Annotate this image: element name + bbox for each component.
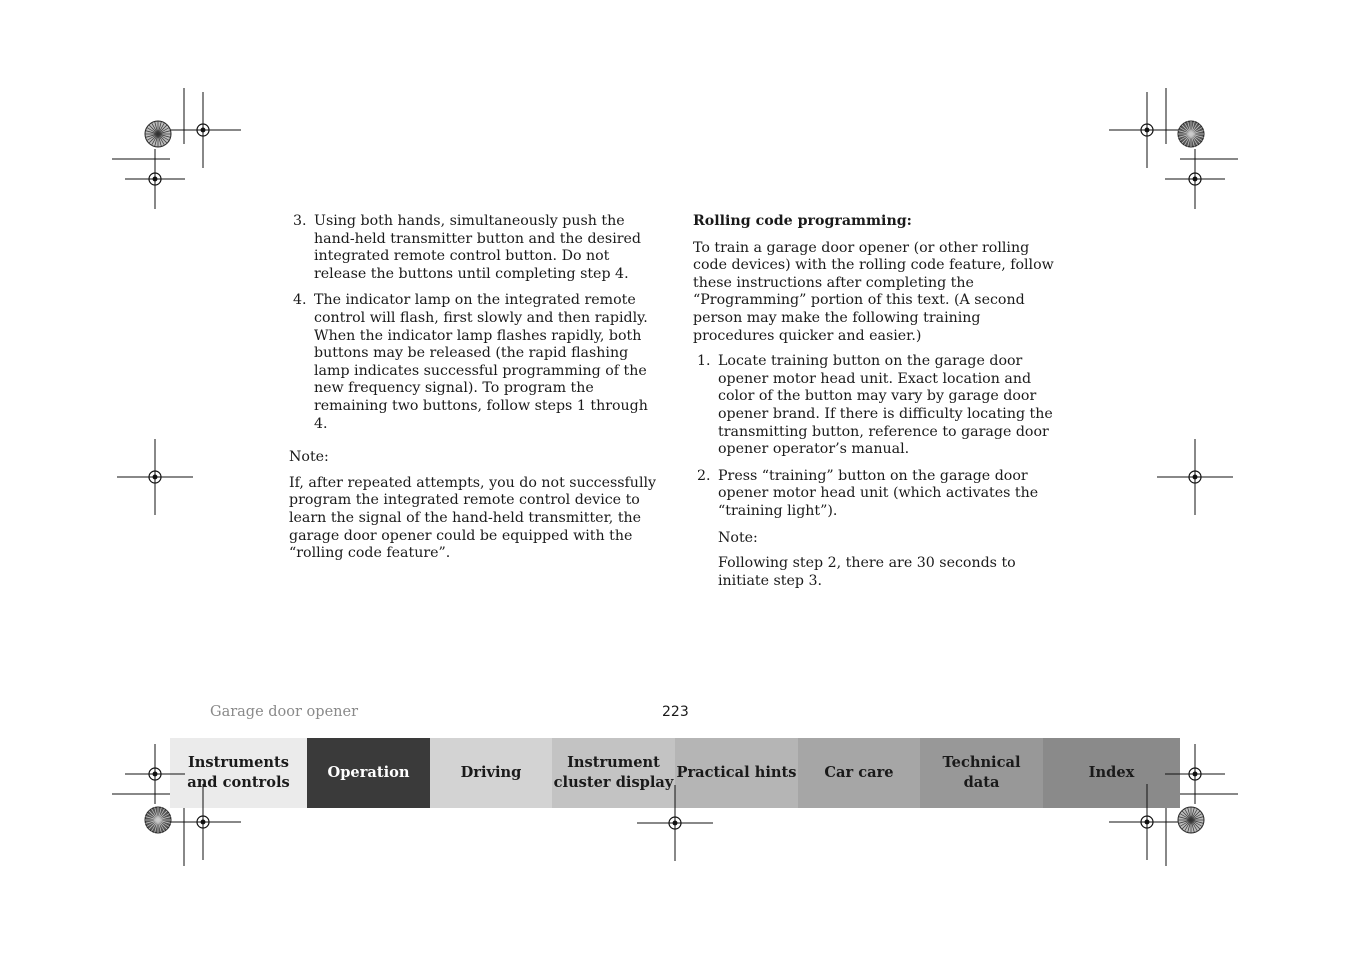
step-text: Press “training” button on the garage door opener motor head unit (which activates the “training light”). xyxy=(718,467,1039,519)
registration-target-center xyxy=(153,177,158,182)
tab-label: Instrument cluster display xyxy=(553,754,674,791)
note-label: Note: xyxy=(289,449,329,466)
step-number: 4. xyxy=(293,292,307,309)
intro-paragraph: To train a garage door opener (or other rolling code devices) with the rolling code feature, follow these instructions after completing the “Programming” portion of this text. (A second person may make the following training procedures quicker and easier.) xyxy=(693,239,1054,344)
step-number: 3. xyxy=(293,213,307,229)
page-number: 223 xyxy=(662,704,689,720)
tab-label: Index xyxy=(1088,764,1135,781)
registration-target-center xyxy=(201,820,206,825)
tab-label: Driving xyxy=(460,764,522,781)
section-heading: Rolling code programming: xyxy=(693,213,912,229)
note-label: Note: xyxy=(718,529,758,546)
registration-target-center xyxy=(1193,772,1198,777)
registration-target-center xyxy=(153,475,158,480)
registration-target-center xyxy=(1145,820,1150,825)
tab-label: Operation xyxy=(327,764,410,781)
tab-label: Technical data xyxy=(942,754,1021,791)
section-label: Garage door opener xyxy=(210,704,359,720)
step-text: Locate training button on the garage door opener motor head unit. Exact location and color of the button may vary by garage door opener brand. If there is difficulty locating the transmitting button, reference to garage door opener operator’s manual. xyxy=(718,353,1053,458)
note-text: If, after repeated attempts, you do not successfully program the integrated remote control device to learn the signal of the hand-held transmitter, the garage door opener could be equipped with the “rolling code feature”. xyxy=(289,474,657,562)
registration-target-center xyxy=(1193,475,1198,480)
tab-label: Instruments and controls xyxy=(187,754,290,791)
step-number: 1. xyxy=(697,353,711,370)
step-text: The indicator lamp on the integrated remote control will flash, first slowly and then rapidly. When the indicator lamp flashes rapidly, both buttons may be released (the rapid flashing lamp indicates successful programming of the new frequency signal). To program the remaining two buttons, follow steps 1 through 4. xyxy=(314,292,648,432)
tab-label: Practical hints xyxy=(676,764,797,781)
registration-target-center xyxy=(673,821,678,826)
note-text: Following step 2, there are 30 seconds to initiate step 3. xyxy=(718,555,1016,589)
step-text: Using both hands, simultaneously push the hand-held transmitter button and the desired integrated remote control button. Do not release the buttons until completing step 4. xyxy=(314,213,642,282)
registration-target-center xyxy=(1193,177,1198,182)
crop-marks xyxy=(112,88,1238,866)
registration-target-center xyxy=(1145,128,1150,133)
tab-label: Car care xyxy=(824,764,894,781)
registration-target-center xyxy=(153,772,158,777)
step-number: 2. xyxy=(697,467,711,484)
registration-target-center xyxy=(201,128,206,133)
